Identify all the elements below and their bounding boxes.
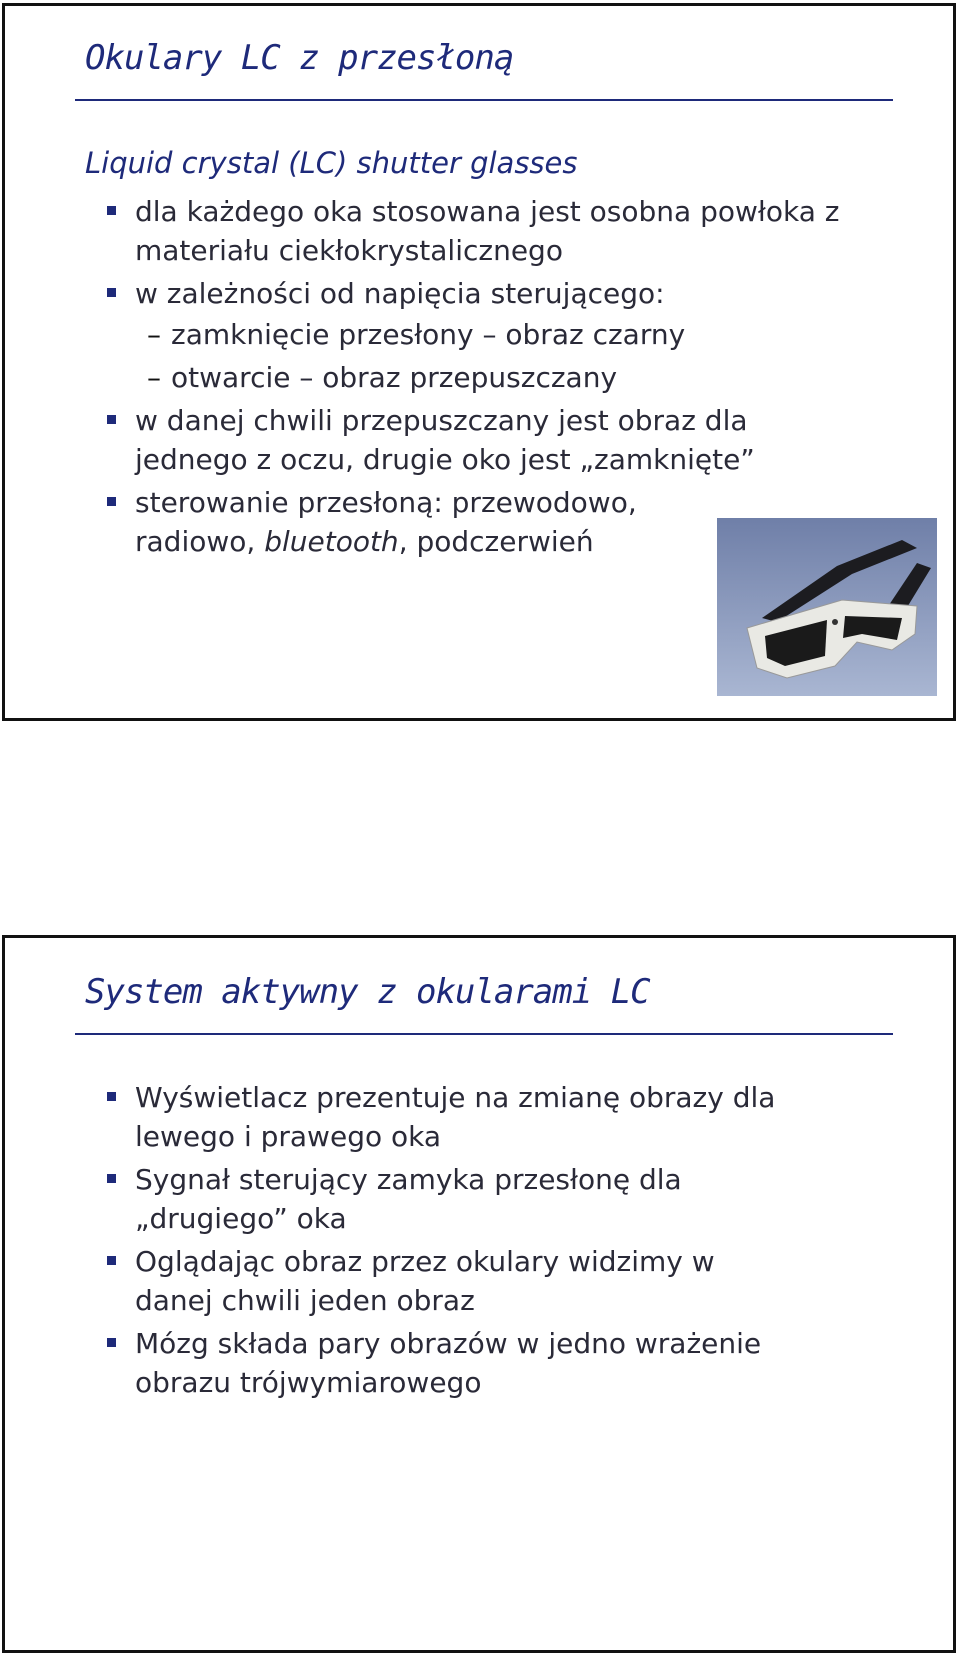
sub-list-item: – zamknięcie przesłony – obraz czarny: [145, 315, 905, 354]
slide-1-list: [105, 192, 865, 317]
slide-1: [2, 3, 956, 721]
title-rule: [75, 99, 893, 101]
list-item: dla każdego oka stosowana jest osobna powłoka z materiału ciekłokrystalicznego: [105, 192, 865, 270]
slide-1-subtitle: Liquid crystal (LC) shutter glasses: [85, 146, 578, 180]
square-bullet-icon: [107, 1338, 116, 1347]
square-bullet-icon: [107, 1174, 116, 1183]
title-rule: [75, 1033, 893, 1035]
list-item: Oglądając obraz przez okulary widzimy w danej chwili jeden obraz: [105, 1242, 755, 1320]
square-bullet-icon: [107, 1092, 116, 1101]
list-item: Mózg składa pary obrazów w jedno wrażenie obrazu trójwymiarowego: [105, 1324, 855, 1402]
list-item: Sygnał sterujący zamyka przesłonę dla „drugiego” oka: [105, 1160, 755, 1238]
square-bullet-icon: [107, 1256, 116, 1265]
square-bullet-icon: [107, 288, 116, 297]
slide-2-title: System aktywny z okularami LC: [85, 972, 650, 1012]
slide-1-sublist: [145, 315, 905, 401]
list-item: w danej chwili przepuszczany jest obraz dla jednego z oczu, drugie oko jest „zamknięte”: [105, 401, 825, 479]
square-bullet-icon: [107, 497, 116, 506]
dash-bullet-icon: –: [147, 318, 161, 351]
list-item: Wyświetlacz prezentuje na zmianę obrazy dla lewego i prawego oka: [105, 1078, 875, 1156]
list-item: sterowanie przesłoną: przewodowo, radiowo, bluetooth, podczerwień: [105, 483, 695, 561]
square-bullet-icon: [107, 206, 116, 215]
list-item: w zależności od napięcia sterującego:: [105, 274, 865, 313]
slide-2-list: [105, 1078, 875, 1406]
sub-list-item: – otwarcie – obraz przepuszczany: [145, 358, 905, 397]
slide-1-title: Okulary LC z przesłoną: [85, 38, 514, 78]
dash-bullet-icon: –: [147, 361, 161, 394]
slide-2: [2, 935, 956, 1653]
square-bullet-icon: [107, 415, 116, 424]
shutter-glasses-photo: [717, 518, 937, 696]
